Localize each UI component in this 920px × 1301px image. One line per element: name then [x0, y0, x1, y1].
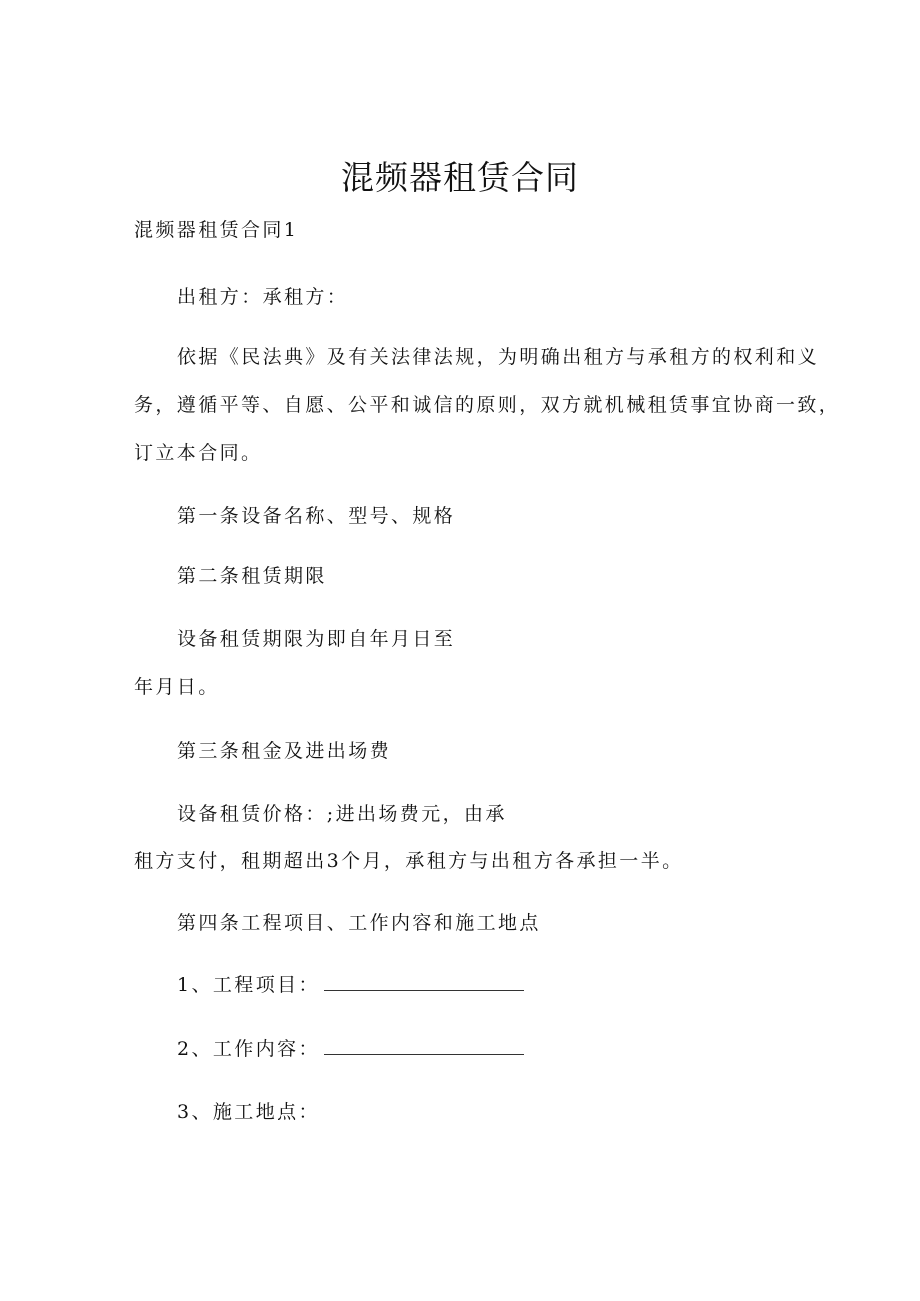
- item-work-content: [177, 1034, 524, 1063]
- rent-line-1: 设备租赁价格：;进出场费元，由承: [177, 803, 507, 825]
- contract-subtitle: 混频器租赁合同1: [134, 219, 299, 241]
- document-title: 混频器租赁合同: [341, 158, 579, 197]
- article-4-heading: 第四条工程项目、工作内容和施工地点: [177, 912, 541, 934]
- item-project-label: 1、工程项目：: [177, 974, 320, 996]
- parties-line: 出租方：承租方：: [177, 286, 349, 308]
- article-1-heading: 第一条设备名称、型号、规格: [177, 505, 456, 527]
- preamble-line-2: 务，遵循平等、自愿、公平和诚信的原则，双方就机械租赁事宜协商一致，: [134, 394, 841, 416]
- project-blank-line: [324, 970, 524, 991]
- article-2-heading: 第二条租赁期限: [177, 565, 327, 587]
- preamble-line-3: 订立本合同。: [134, 442, 263, 464]
- item-work-content-label: 2、工作内容：: [177, 1038, 320, 1060]
- article-3-heading: 第三条租金及进出场费: [177, 740, 392, 762]
- lease-term-line-1: 设备租赁期限为即自年月日至: [177, 628, 456, 650]
- item-site: 3、施工地点：: [177, 1101, 320, 1123]
- lease-term-line-2: 年月日。: [134, 676, 220, 698]
- item-project: [177, 970, 524, 999]
- rent-line-2: 租方支付，租期超出3个月，承租方与出租方各承担一半。: [134, 850, 684, 872]
- preamble-line-1: 依据《民法典》及有关法律法规，为明确出租方与承租方的权利和义: [177, 346, 820, 368]
- work-content-blank-line: [324, 1034, 524, 1055]
